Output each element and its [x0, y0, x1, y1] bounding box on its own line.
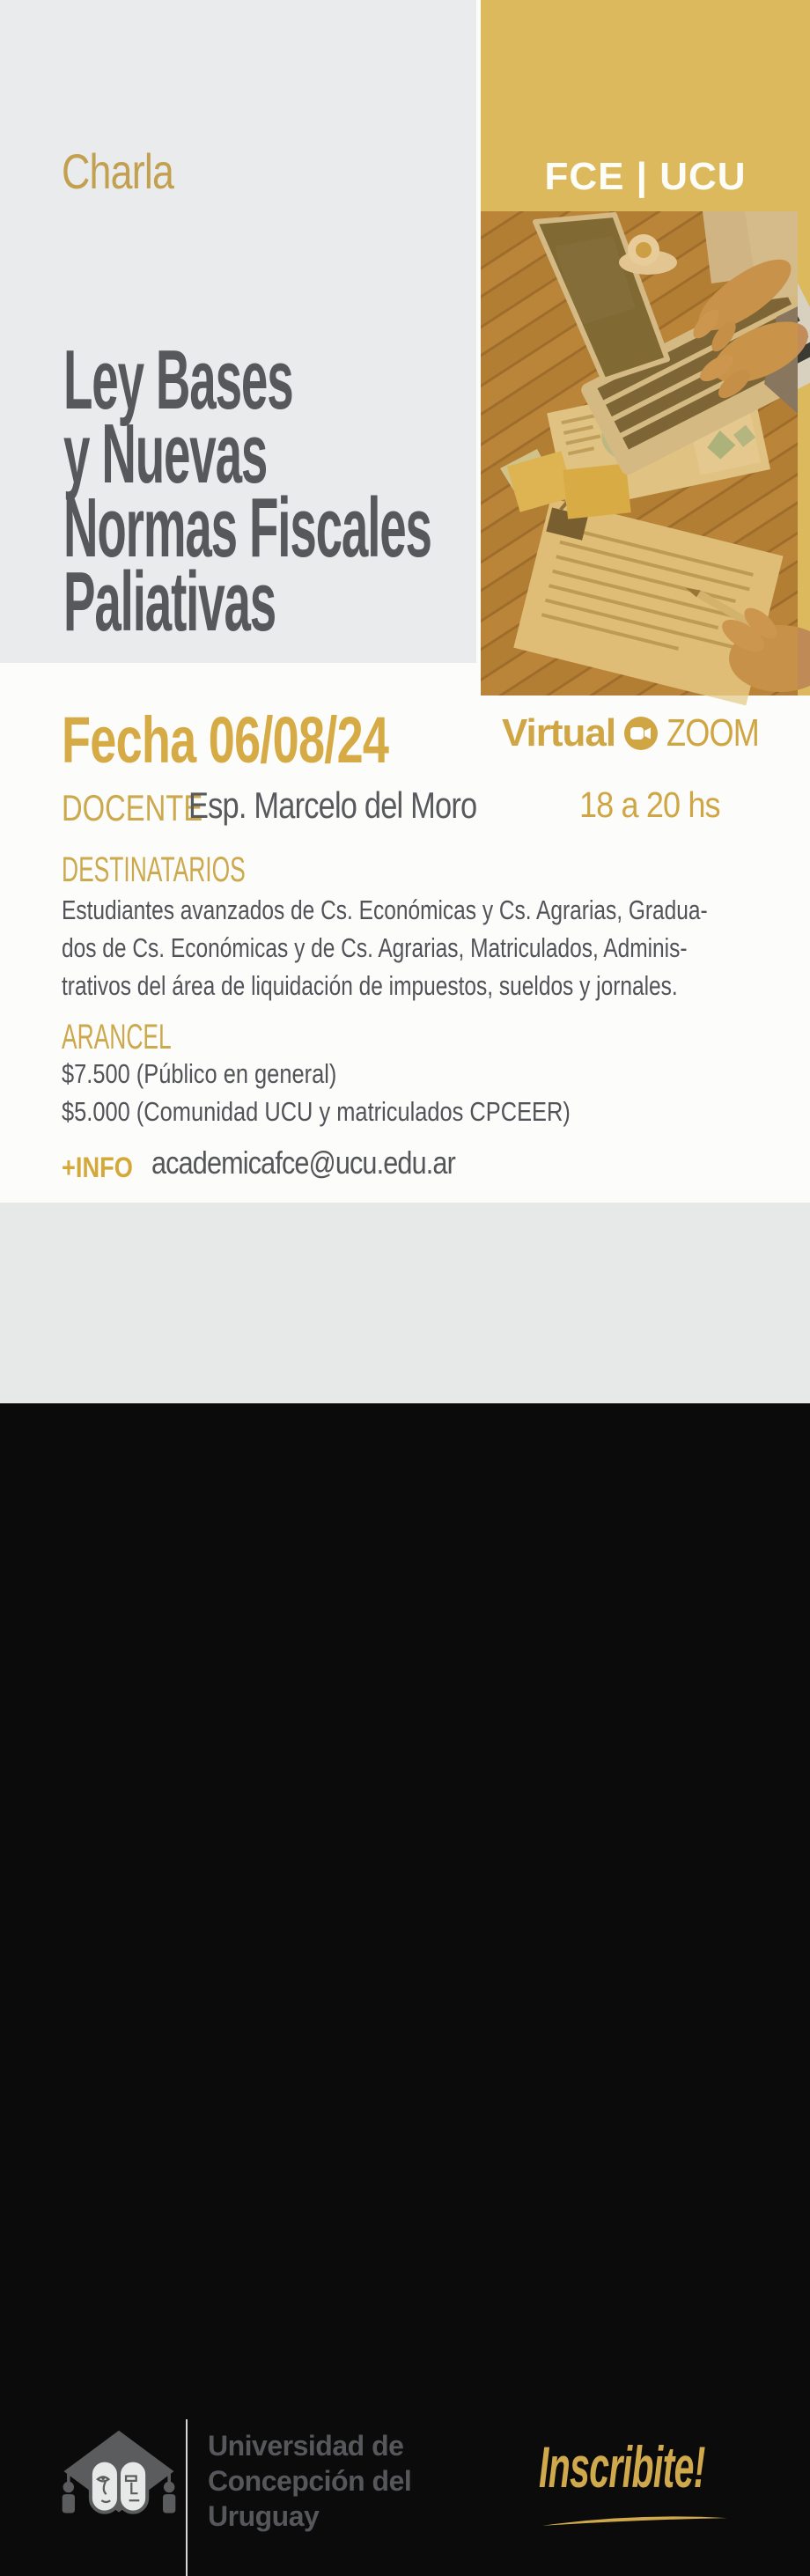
arancel-list	[62, 1055, 571, 1130]
university-name-line: Concepción del	[208, 2465, 412, 2497]
arancel-label: ARANCEL	[62, 1018, 172, 1056]
docente-label: DOCENTE	[62, 787, 203, 828]
platform-label: ZOOM	[666, 711, 760, 754]
title-line: y Nuevas	[63, 407, 268, 501]
university-name-line: Universidad de	[208, 2430, 404, 2462]
destinatarios-line: trativos del área de liquidación de impuestos, sueldos y jornales.	[62, 970, 678, 1001]
modality-label: Virtual	[502, 711, 616, 754]
title-line: Normas Fiscales	[63, 481, 431, 575]
destinatarios-label: DESTINATARIOS	[62, 850, 246, 889]
university-name-line: Uruguay	[208, 2500, 320, 2532]
event-time: 18 a 20 hs	[579, 784, 720, 825]
cta-inscribite: Inscribite!	[539, 2434, 705, 2499]
title-line: Ley Bases	[63, 333, 293, 427]
underline-swoosh-icon	[541, 2513, 729, 2528]
university-logo-icon	[60, 2426, 178, 2534]
university-name	[208, 2428, 411, 2534]
faculty-brand: FCE | UCU	[544, 155, 747, 198]
footer-bar	[0, 1203, 810, 2532]
modality-row	[502, 711, 779, 755]
event-date: Fecha 06/08/24	[62, 703, 389, 776]
destinatarios-text	[62, 891, 708, 1005]
docente-name: Esp. Marcelo del Moro	[188, 784, 477, 826]
title-line: Paliativas	[63, 555, 276, 649]
event-type-kicker: Charla	[62, 144, 174, 199]
contact-email: academicafce@ucu.edu.ar	[151, 1144, 455, 1181]
footer-divider	[186, 2419, 188, 2576]
arancel-item: $7.500 (Público en general)	[62, 1058, 337, 1089]
video-camera-icon	[624, 717, 658, 750]
destinatarios-line: Estudiantes avanzados de Cs. Económicas y Cs. Agrarias, Gradua-	[62, 894, 708, 925]
arancel-item: $5.000 (Comunidad UCU y matriculados CPCEER)	[62, 1096, 571, 1127]
event-title	[63, 333, 709, 649]
destinatarios-line: dos de Cs. Económicas y de Cs. Agrarias, Matriculados, Adminis-	[62, 932, 688, 963]
info-label: +INFO	[62, 1152, 133, 1183]
